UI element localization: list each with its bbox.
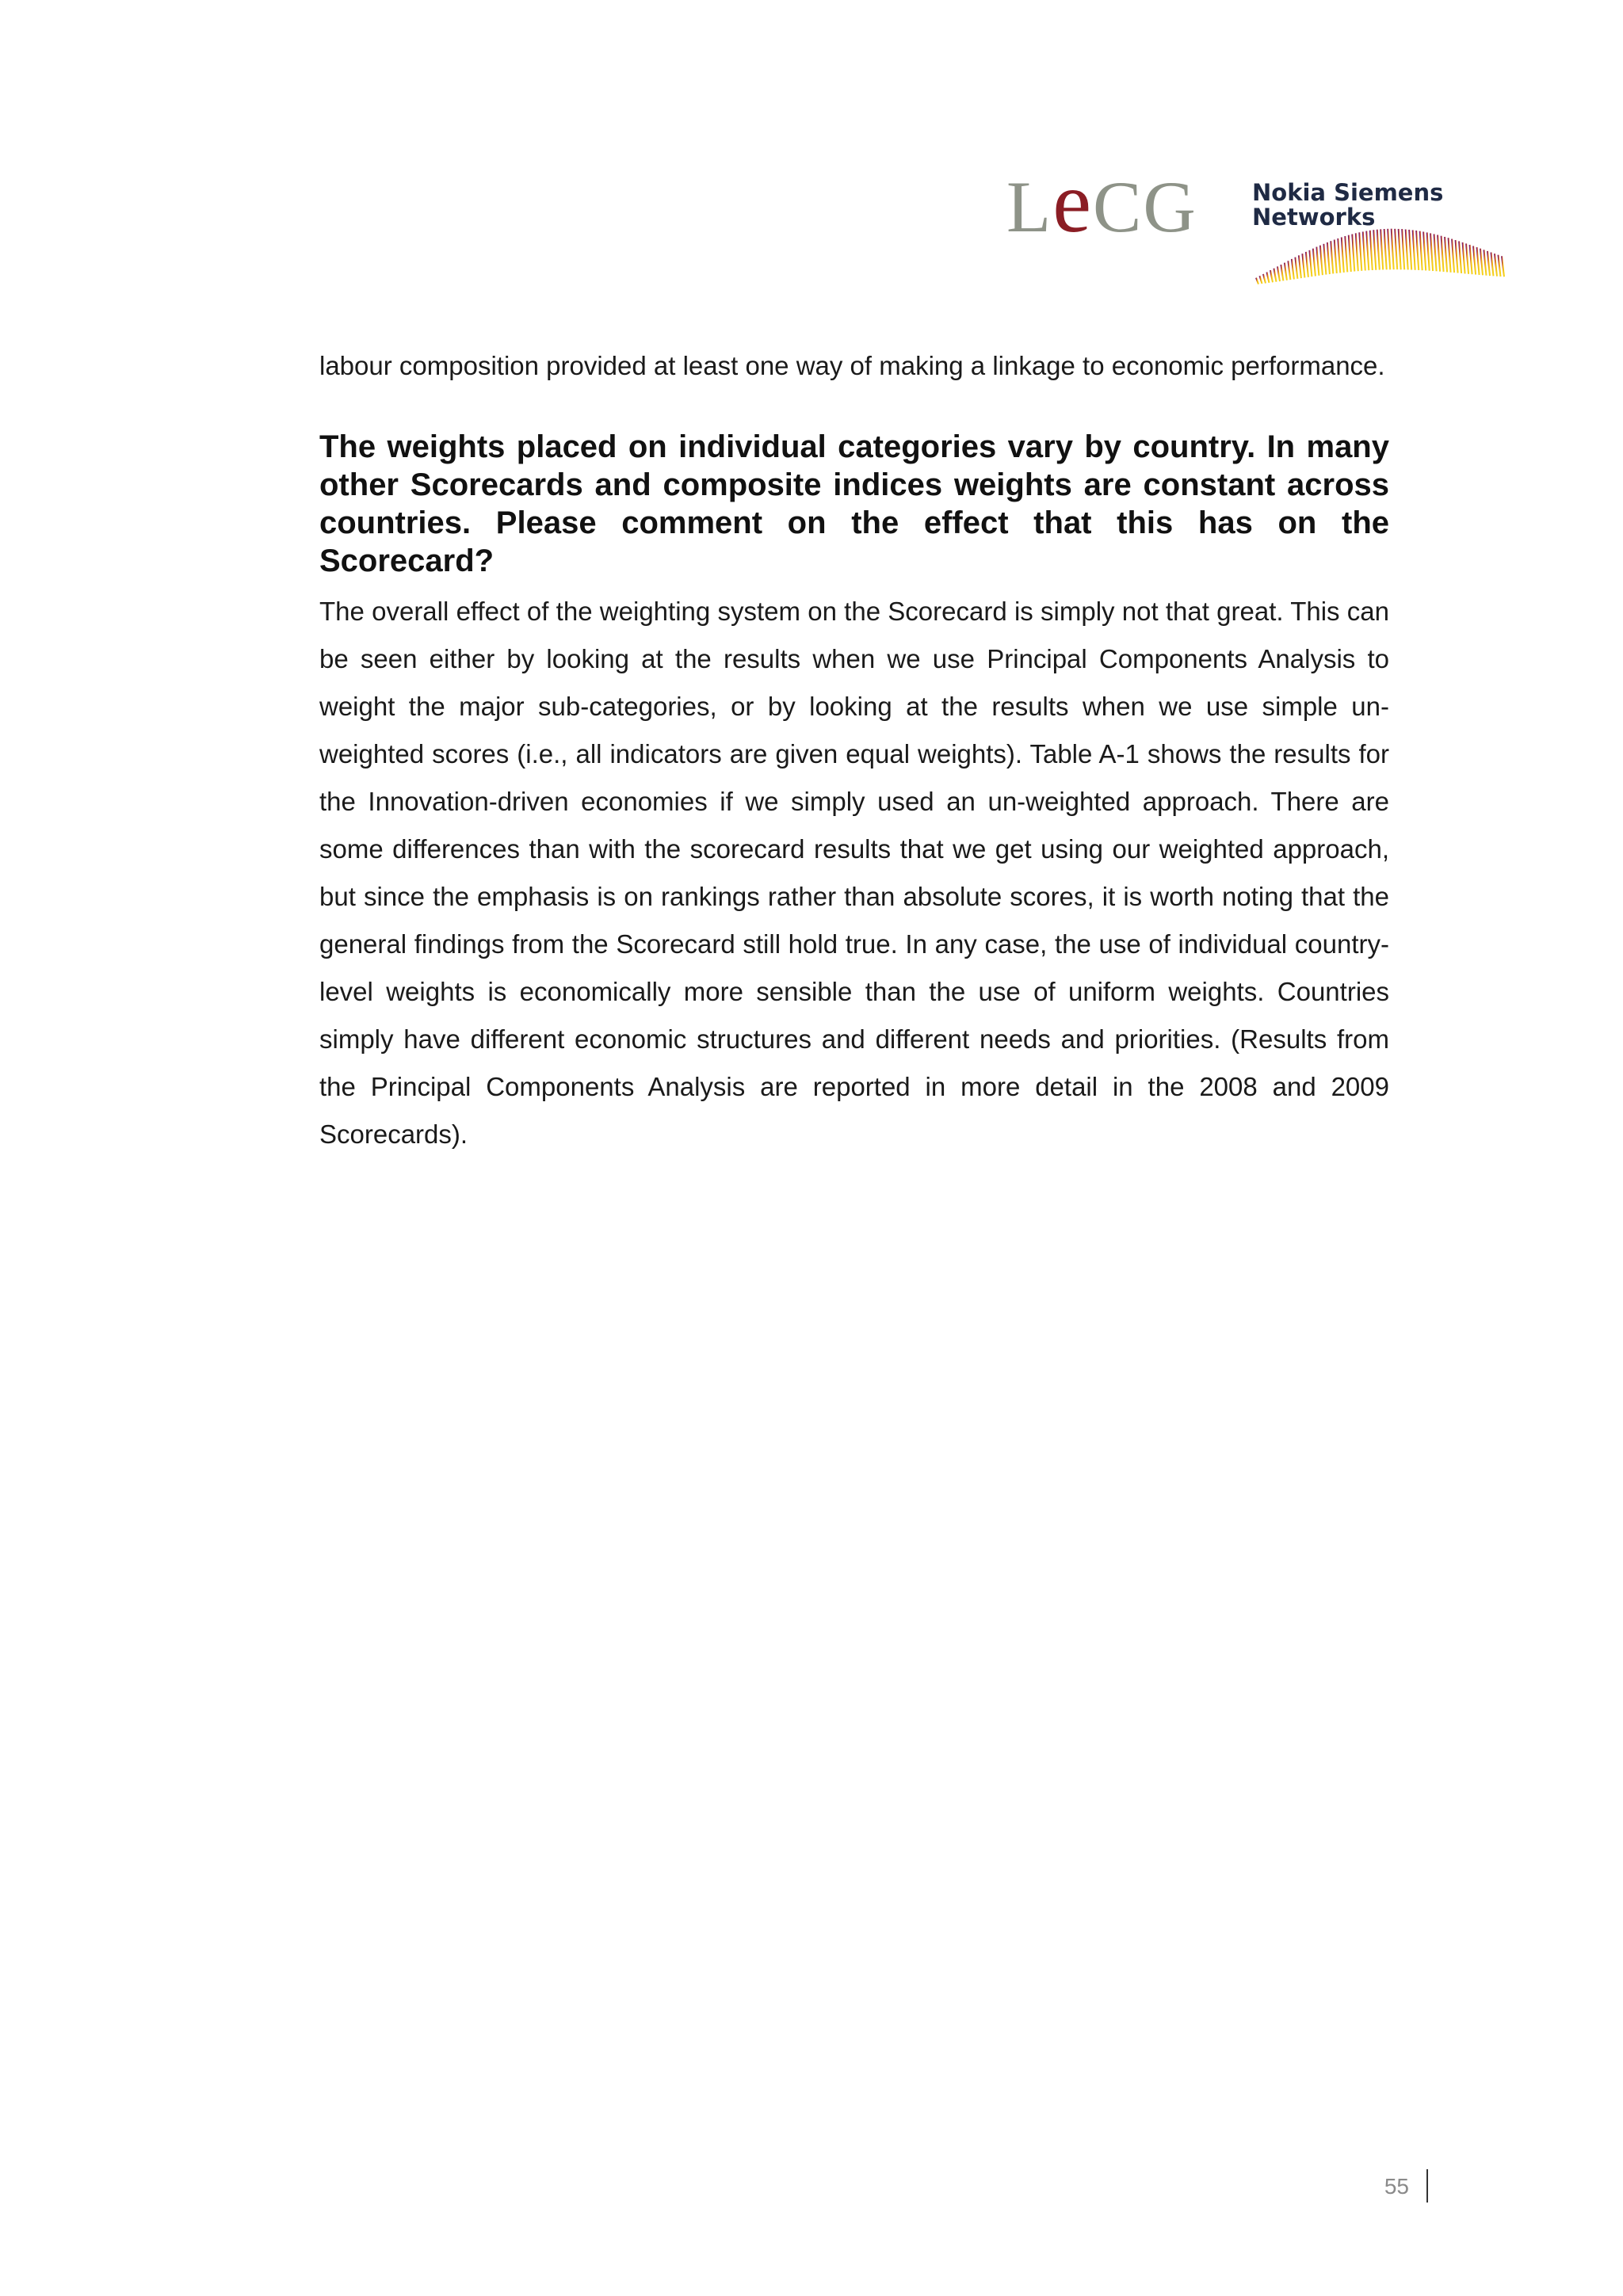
footer-rule xyxy=(1426,2169,1428,2203)
page-footer xyxy=(1347,2169,1442,2209)
wave-stroke xyxy=(1331,241,1333,273)
wave-stroke xyxy=(1413,230,1415,269)
wave-stroke xyxy=(1395,229,1397,269)
wave-stroke xyxy=(1359,232,1361,271)
wave-stroke xyxy=(1406,230,1408,270)
wave-stroke xyxy=(1495,254,1497,277)
page-content xyxy=(319,342,1389,1158)
wave-stroke xyxy=(1499,255,1501,277)
wave-stroke xyxy=(1256,278,1258,284)
wave-stroke xyxy=(1473,246,1476,275)
wave-stroke xyxy=(1349,235,1351,272)
wave-stroke xyxy=(1277,266,1280,281)
wave-stroke xyxy=(1338,238,1340,273)
wave-stroke xyxy=(1423,232,1426,271)
page-number: 55 xyxy=(1384,2174,1409,2199)
wave-stroke xyxy=(1420,231,1423,271)
wave-stroke xyxy=(1456,240,1458,273)
wave-stroke xyxy=(1409,230,1411,270)
wave-stroke xyxy=(1299,255,1301,278)
wave-stroke xyxy=(1270,270,1273,282)
wave-stroke xyxy=(1335,240,1337,273)
wave-stroke xyxy=(1399,229,1401,269)
wave-stroke xyxy=(1442,236,1444,272)
wave-stroke xyxy=(1480,249,1483,276)
wave-stroke xyxy=(1384,229,1387,269)
lecg-logo-e: e xyxy=(1052,154,1094,250)
wave-stroke xyxy=(1416,231,1419,270)
wave-stroke xyxy=(1306,252,1308,277)
wave-stroke xyxy=(1452,239,1454,273)
lecg-logo-cg: CG xyxy=(1093,166,1197,247)
wave-stroke xyxy=(1345,236,1347,272)
wave-stroke xyxy=(1263,274,1266,284)
wave-stroke xyxy=(1388,229,1390,270)
wave-stroke xyxy=(1302,254,1304,277)
lecg-logo-l: L xyxy=(1006,166,1053,247)
wave-stroke xyxy=(1370,231,1373,270)
wave-stroke xyxy=(1363,231,1365,270)
wave-stroke xyxy=(1274,269,1277,282)
wave-stroke xyxy=(1463,242,1465,274)
wave-stroke xyxy=(1352,235,1354,272)
wave-stroke xyxy=(1327,242,1330,274)
wave-stroke xyxy=(1491,253,1494,277)
nsn-logo-line1: Nokia Siemens xyxy=(1252,179,1444,206)
wave-stroke xyxy=(1260,276,1262,284)
wave-stroke xyxy=(1449,238,1451,273)
wave-stroke xyxy=(1366,231,1369,271)
wave-stroke xyxy=(1434,234,1437,271)
wave-stroke xyxy=(1323,244,1326,275)
wave-stroke xyxy=(1342,237,1344,273)
wave-stroke xyxy=(1267,273,1270,283)
header-logos xyxy=(991,154,1506,309)
wave-stroke xyxy=(1281,265,1283,280)
wave-stroke xyxy=(1427,232,1430,270)
wave-stroke xyxy=(1320,246,1323,276)
wave-stroke xyxy=(1377,230,1380,270)
wave-stroke xyxy=(1381,229,1383,269)
wave-stroke xyxy=(1295,257,1297,279)
wave-stroke xyxy=(1484,250,1487,275)
question-heading: The weights placed on individual categories vary by country. In many other Scorecards and composite indices weights are constant across countries. Please comment on the effect that this has on the Scorecard? xyxy=(319,429,1389,578)
paragraph-weighting-effect: The overall effect of the weighting system on the Scorecard is simply not that great. This can be seen either by looking at the results when we use Principal Components Analysis to weight the major sub-categories, or by looking at the results when we use simple un-weighted scores (i.e., all indicators are given equal weights). Table A-1 shows the results for the Innovation-driven economies if we simply used an un-weighted approach. There are some differences than with the scorecard results that we get using our weighted approach, but since the emphasis is on rankings rather than absolute scores, it is worth noting that the general findings from the Scorecard still hold true. In any case, the use of individual country-level weights is economically more sensible than the use of uniform weights. Countries simply have different economic structures and different needs and priorities. (Results from the Principal Components Analysis are reported in more detail in the 2008 and 2009 Scorecards). xyxy=(319,597,1389,1149)
wave-stroke xyxy=(1487,251,1490,276)
wave-stroke xyxy=(1392,229,1394,270)
wave-stroke xyxy=(1438,235,1440,272)
wave-stroke xyxy=(1316,247,1319,276)
wave-stroke xyxy=(1373,230,1376,270)
wave-stroke xyxy=(1313,249,1316,277)
wave-stroke xyxy=(1402,229,1404,269)
paragraph-labour-composition: labour composition provided at least one way of making a linkage to economic performance. xyxy=(319,351,1385,380)
wave-stroke xyxy=(1292,259,1294,280)
nsn-wave-icon xyxy=(1252,181,1506,307)
wave-stroke xyxy=(1445,237,1447,273)
wave-stroke xyxy=(1430,233,1433,271)
wave-stroke xyxy=(1466,243,1468,273)
lecg-logo xyxy=(1006,154,1197,250)
wave-stroke xyxy=(1502,256,1504,277)
wave-stroke xyxy=(1309,250,1312,277)
wave-stroke xyxy=(1470,245,1472,274)
wave-stroke xyxy=(1288,261,1290,280)
nokia-siemens-networks-logo xyxy=(1252,181,1506,307)
nsn-logo-line2: Networks xyxy=(1252,204,1376,231)
wave-stroke xyxy=(1356,233,1358,271)
wave-stroke xyxy=(1459,241,1461,273)
wave-stroke xyxy=(1477,247,1480,275)
wave-stroke xyxy=(1285,263,1287,280)
